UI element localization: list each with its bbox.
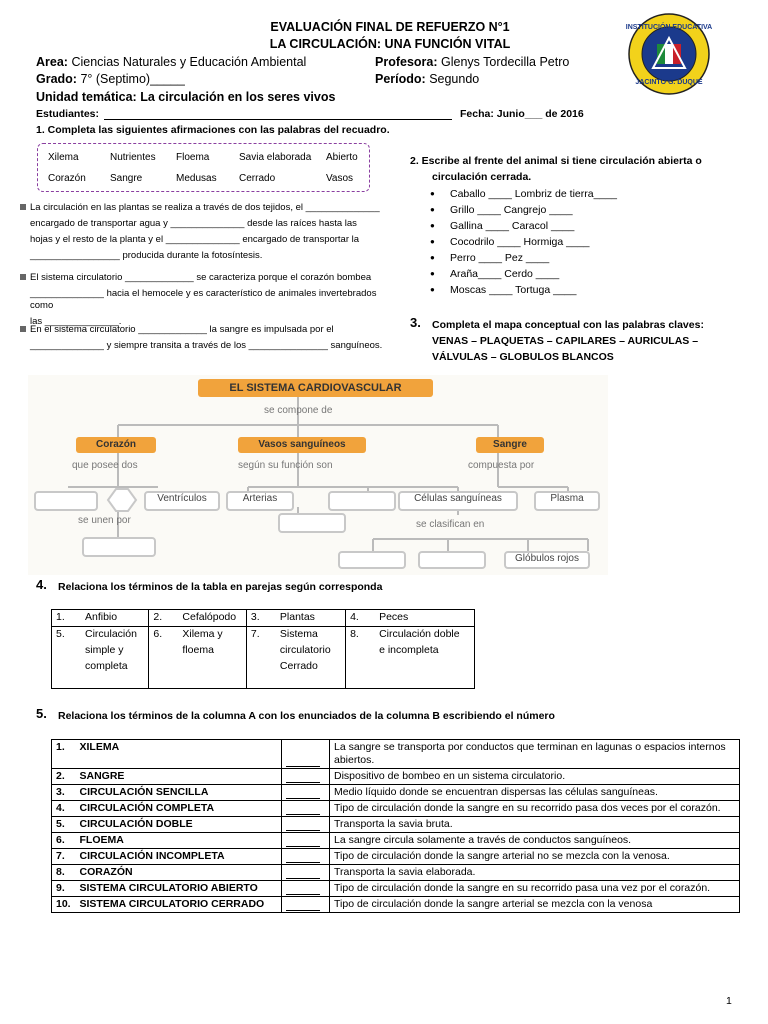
blank-box[interactable]: [278, 513, 346, 533]
page-number: 1: [726, 995, 732, 1007]
table-row: [52, 833, 740, 849]
word: Abierto: [326, 152, 358, 163]
animal-item: ● Araña____ Cerdo ____: [428, 266, 728, 282]
row-number: 6.: [52, 833, 76, 849]
blank-box[interactable]: [82, 537, 156, 557]
logo-text-bottom: JACINTO G. DUQUE: [635, 79, 703, 86]
word: Corazón: [48, 173, 86, 184]
row-desc: Tipo de circulación donde la sangre arterial no se mezcla con la venosa.: [330, 849, 740, 865]
row-desc: Transporta la savia bruta.: [330, 817, 740, 833]
answer-blank[interactable]: [282, 849, 330, 865]
word: Savia elaborada: [239, 152, 312, 163]
row-number: 3.: [52, 785, 76, 801]
row-number: 10.: [52, 897, 76, 913]
word: Sangre: [110, 173, 143, 184]
row-term: XILEMA: [76, 740, 282, 769]
row-term: CIRCULACIÓN COMPLETA: [76, 801, 282, 817]
table-cell: 2.: [149, 610, 179, 627]
word: Nutrientes: [110, 152, 156, 163]
map-clasifican: se clasifican en: [416, 519, 485, 530]
title-2: LA CIRCULACIÓN: UNA FUNCIÓN VITAL: [269, 37, 511, 51]
area-line: Area: Ciencias Naturales y Educación Ambiental: [36, 55, 307, 69]
table-row: [52, 610, 475, 627]
table-cell: Circulación simple y completa: [81, 627, 149, 689]
table-row: [52, 627, 475, 689]
q5-table: [51, 739, 740, 913]
period-line: Período: Segundo: [375, 72, 480, 86]
row-desc: Transporta la savia elaborada.: [330, 865, 740, 881]
answer-blank[interactable]: [282, 833, 330, 849]
table-cell: Anfibio: [81, 610, 149, 627]
q3-number: 3.: [410, 315, 421, 330]
map-segun: según su función son: [238, 460, 333, 471]
animal-item: ● Moscas ____ Tortuga ____: [428, 282, 728, 298]
q1-title: 1. Completa las siguientes afirmaciones con las palabras del recuadro.: [36, 124, 390, 136]
table-cell: 5.: [52, 627, 82, 689]
q4-table: [51, 609, 475, 689]
animal-item: ● Grillo ____ Cangrejo ____: [428, 202, 728, 218]
q1-statement-1: La circulación en las plantas se realiza a través de dos tejidos, el ______________ encargado de transportar agua y ______________ desde las raíces hasta las hojas y el resto de la planta y el ______________ encargado de transportar la _________________ producida durante la fotosíntesis.: [20, 202, 390, 262]
row-desc: Tipo de circulación donde la sangre en su recorrido pasa dos veces por el corazón.: [330, 801, 740, 817]
node-arterias: Arterias: [226, 491, 294, 511]
answer-blank[interactable]: [282, 865, 330, 881]
teacher-line: Profesora: Glenys Tordecilla Petro: [375, 55, 570, 69]
table-cell: 8.: [346, 627, 376, 689]
table-row: [52, 865, 740, 881]
q3-text: Completa el mapa conceptual con las palabras claves: VENAS – PLAQUETAS – CAPILARES – AURICULAS – VÁLVULAS – GLOBULOS BLANCOS: [432, 319, 704, 363]
q1-statement-2: El sistema circulatorio _____________ se caracteriza porque el corazón bombea ______________ hacia el hemocele y es característico de animales invertebrados como las ______________.: [20, 272, 390, 328]
map-compuesta: compuesta por: [468, 460, 535, 471]
unit-line: Unidad temática: La circulación en los seres vivos: [36, 90, 336, 104]
answer-blank[interactable]: [282, 769, 330, 785]
answer-blank[interactable]: [282, 881, 330, 897]
node-corazon: Corazón: [76, 437, 156, 453]
word: Xilema: [48, 152, 79, 163]
students-field[interactable]: [104, 119, 452, 120]
animal-item: ● Perro ____ Pez ____: [428, 250, 728, 266]
row-term: SISTEMA CIRCULATORIO ABIERTO: [76, 881, 282, 897]
row-number: 9.: [52, 881, 76, 897]
blank-box[interactable]: [34, 491, 98, 511]
node-celulas: Células sanguíneas: [398, 491, 518, 511]
row-desc: Tipo de circulación donde la sangre arterial se mezcla con la venosa: [330, 897, 740, 913]
node-vasos: Vasos sanguíneos: [238, 437, 366, 453]
table-row: [52, 897, 740, 913]
animal-list: [428, 186, 728, 298]
q5-title: Relaciona los términos de la columna A con los enunciados de la columna B escribiendo el número: [58, 710, 555, 722]
table-row: [52, 849, 740, 865]
students-label: Estudiantes:: [36, 108, 100, 120]
row-number: 2.: [52, 769, 76, 785]
table-cell: 1.: [52, 610, 82, 627]
row-desc: La sangre se transporta por conductos que terminan en lagunas o espacios internos abiertos.: [330, 740, 740, 769]
blank-box[interactable]: [328, 491, 396, 511]
row-desc: La sangre circula solamente a través de conductos sanguíneos.: [330, 833, 740, 849]
row-number: 8.: [52, 865, 76, 881]
q5-number: 5.: [36, 706, 47, 721]
logo-text-top: INSTITUCIÓN EDUCATIVA: [625, 24, 713, 31]
animal-item: ● Gallina ____ Caracol ____: [428, 218, 728, 234]
answer-blank[interactable]: [282, 817, 330, 833]
word-box: [37, 143, 370, 192]
row-desc: Medio líquido donde se encuentran dispersas las células sanguíneas.: [330, 785, 740, 801]
word: Vasos: [326, 173, 354, 184]
blank-box[interactable]: [418, 551, 486, 569]
animal-item: ● Caballo ____ Lombriz de tierra____: [428, 186, 728, 202]
word: Medusas: [176, 173, 217, 184]
answer-blank[interactable]: [282, 785, 330, 801]
q4-number: 4.: [36, 577, 47, 592]
q2-title: 2. Escribe al frente del animal si tiene circulación abierta o circulación cerrada.: [410, 155, 702, 183]
concept-map: [28, 375, 608, 575]
row-number: 1.: [52, 740, 76, 769]
row-desc: Dispositivo de bombeo en un sistema circulatorio.: [330, 769, 740, 785]
table-row: [52, 801, 740, 817]
map-unen: se unen por: [78, 515, 131, 526]
node-sangre: Sangre: [476, 437, 544, 453]
q1-statement-3: En el sistema circulatorio _____________ la sangre es impulsada por el ______________ y siempre transita a través de los _______________ sanguíneos.: [20, 324, 390, 352]
table-row: [52, 881, 740, 897]
table-cell: Circulación doble e incompleta: [375, 627, 474, 689]
table-row: [52, 740, 740, 769]
blank-box[interactable]: [338, 551, 406, 569]
table-row: [52, 785, 740, 801]
row-number: 7.: [52, 849, 76, 865]
table-cell: 3.: [246, 610, 276, 627]
row-term: CIRCULACIÓN INCOMPLETA: [76, 849, 282, 865]
answer-blank[interactable]: [282, 740, 330, 769]
animal-item: ● Cocodrilo ____ Hormiga ____: [428, 234, 728, 250]
map-compone: se compone de: [264, 405, 333, 416]
node-plasma: Plasma: [534, 491, 600, 511]
table-cell: Xilema y floema: [178, 627, 246, 689]
row-number: 5.: [52, 817, 76, 833]
row-term: FLOEMA: [76, 833, 282, 849]
row-desc: Tipo de circulación donde la sangre en su recorrido pasa una vez por el corazón.: [330, 881, 740, 897]
title-1: EVALUACIÓN FINAL DE REFUERZO N°1: [270, 20, 510, 34]
word: Cerrado: [239, 173, 276, 184]
table-cell: Plantas: [276, 610, 346, 627]
table-cell: Sistema circulatorio Cerrado: [276, 627, 346, 689]
table-cell: Peces: [375, 610, 474, 627]
map-posee: que posee dos: [72, 460, 138, 471]
row-term: SISTEMA CIRCULATORIO CERRADO: [76, 897, 282, 913]
row-term: CIRCULACIÓN SENCILLA: [76, 785, 282, 801]
table-row: [52, 769, 740, 785]
table-cell: 7.: [246, 627, 276, 689]
row-term: SANGRE: [76, 769, 282, 785]
answer-blank[interactable]: [282, 801, 330, 817]
answer-blank[interactable]: [282, 897, 330, 913]
word: Floema: [176, 152, 210, 163]
map-title: EL SISTEMA CARDIOVASCULAR: [198, 379, 433, 397]
row-number: 4.: [52, 801, 76, 817]
date-label: Fecha: Junio___ de 2016: [460, 108, 584, 120]
table-cell: Cefalópodo: [178, 610, 246, 627]
row-term: CIRCULACIÓN DOBLE: [76, 817, 282, 833]
hexagon-node: [108, 489, 136, 511]
row-term: CORAZÓN: [76, 865, 282, 881]
q4-title: Relaciona los términos de la tabla en parejas según corresponda: [58, 581, 383, 593]
grade-line: Grado: 7° (Septimo)_____: [36, 72, 185, 86]
table-cell: 6.: [149, 627, 179, 689]
node-globulos: Glóbulos rojos: [504, 551, 590, 569]
table-row: [52, 817, 740, 833]
table-cell: 4.: [346, 610, 376, 627]
node-ventriculos: Ventrículos: [144, 491, 220, 511]
